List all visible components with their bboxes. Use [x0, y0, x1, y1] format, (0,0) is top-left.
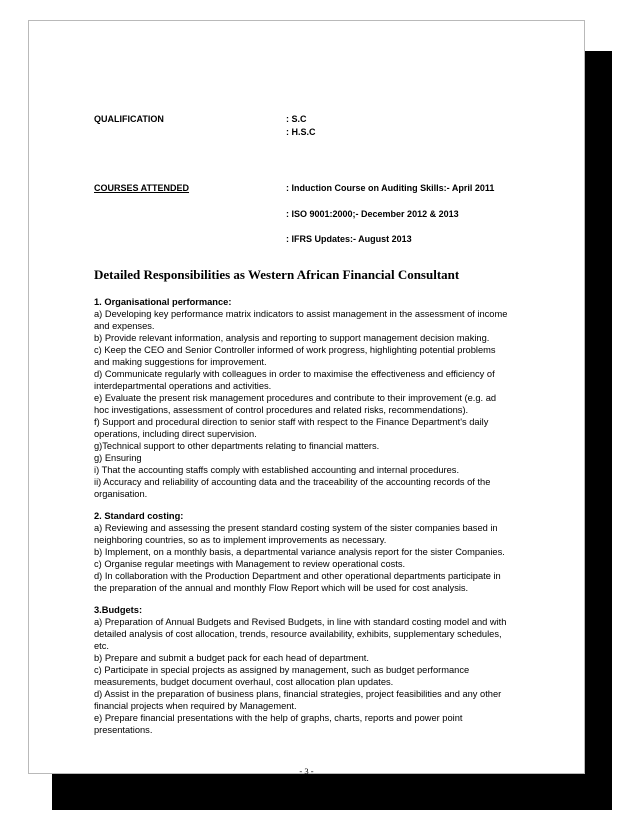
body-line: and expenses.: [94, 321, 155, 331]
section-title: 2. Standard costing:: [94, 511, 184, 521]
body-line: c) Keep the CEO and Senior Controller informed of work progress, highlighting potential problems: [94, 345, 496, 355]
body-line: measurements, budget document overhaul, cost allocation plan updates.: [94, 677, 394, 687]
courses-label: COURSES ATTENDED: [94, 183, 190, 193]
section-title: 1. Organisational performance:: [94, 297, 232, 307]
body-line: ii) Accuracy and reliability of accounting data and the traceability of the accounting records of the: [94, 477, 491, 487]
body-line: g)Technical support to other departments relating to financial matters.: [94, 441, 380, 451]
section-title: 3.Budgets:: [94, 605, 143, 615]
qualification-label: QUALIFICATION: [94, 114, 164, 124]
body-line: b) Prepare and submit a budget pack for each head of department.: [94, 653, 369, 663]
document-page: [28, 20, 585, 774]
body-line: e) Evaluate the present risk management procedures and contribute to their improvement (e.g. ad: [94, 393, 497, 403]
body-line: f) Support and procedural direction to senior staff with respect to the Finance Department's daily: [94, 417, 489, 427]
body-line: a) Preparation of Annual Budgets and Revised Budgets, in line with standard costing model and with: [94, 617, 507, 627]
body-line: interdepartmental operations and activities.: [94, 381, 272, 391]
page-number: - 3 -: [299, 766, 314, 776]
qualification-value: : S.C: [286, 114, 307, 124]
body-line: presentations.: [94, 725, 153, 735]
body-line: hoc investigations, assessment of control procedures and related risks, recommendations).: [94, 405, 469, 415]
body-line: d) In collaboration with the Production Department and other operational departments participate in: [94, 571, 501, 581]
section-budgets: [94, 604, 570, 736]
body-line: a) Reviewing and assessing the present standard costing system of the sister companies based in: [94, 523, 498, 533]
body-line: a) Developing key performance matrix indicators to assist management in the assessment of income: [94, 309, 508, 319]
section-organisational-performance: [94, 296, 570, 500]
body-line: d) Communicate regularly with colleagues in order to maximise the effectiveness and efficiency of: [94, 369, 495, 379]
body-line: d) Assist in the preparation of business plans, financial strategies, project feasibilities and any other: [94, 689, 502, 699]
body-line: organisation.: [94, 489, 148, 499]
qualification-value: : H.S.C: [286, 127, 316, 137]
section-standard-costing: [94, 510, 570, 594]
section-heading: Detailed Responsibilities as Western African Financial Consultant: [94, 267, 460, 282]
course-item: : ISO 9001:2000;- December 2012 & 2013: [286, 209, 459, 219]
body-line: b) Implement, on a monthly basis, a departmental variance analysis report for the sister Companies.: [94, 547, 505, 557]
course-item: : IFRS Updates:- August 2013: [286, 234, 412, 244]
course-item: : Induction Course on Auditing Skills:- April 2011: [286, 183, 495, 193]
body-line: financial projects when required by Management.: [94, 701, 297, 711]
body-line: operations, including direct supervision.: [94, 429, 257, 439]
body-line: the preparation of the annual and monthly Flow Report which will be used for cost analysis.: [94, 583, 469, 593]
body-line: c) Organise regular meetings with Management to review operational costs.: [94, 559, 406, 569]
responsibilities-body: [94, 296, 570, 746]
body-line: etc.: [94, 641, 109, 651]
body-line: i) That the accounting staffs comply with established accounting and internal procedures.: [94, 465, 460, 475]
body-line: g) Ensuring: [94, 453, 142, 463]
body-line: and making suggestions for improvement.: [94, 357, 267, 367]
body-line: e) Prepare financial presentations with the help of graphs, charts, reports and power point: [94, 713, 463, 723]
body-line: c) Participate in special projects as assigned by management, such as budget performance: [94, 665, 470, 675]
body-line: neighboring countries, so as to implement improvements as necessary.: [94, 535, 387, 545]
body-line: detailed analysis of cost allocation, trends, resource availability, exhibits, supplementary schedules,: [94, 629, 502, 639]
body-line: b) Provide relevant information, analysis and reporting to support management decision making.: [94, 333, 490, 343]
